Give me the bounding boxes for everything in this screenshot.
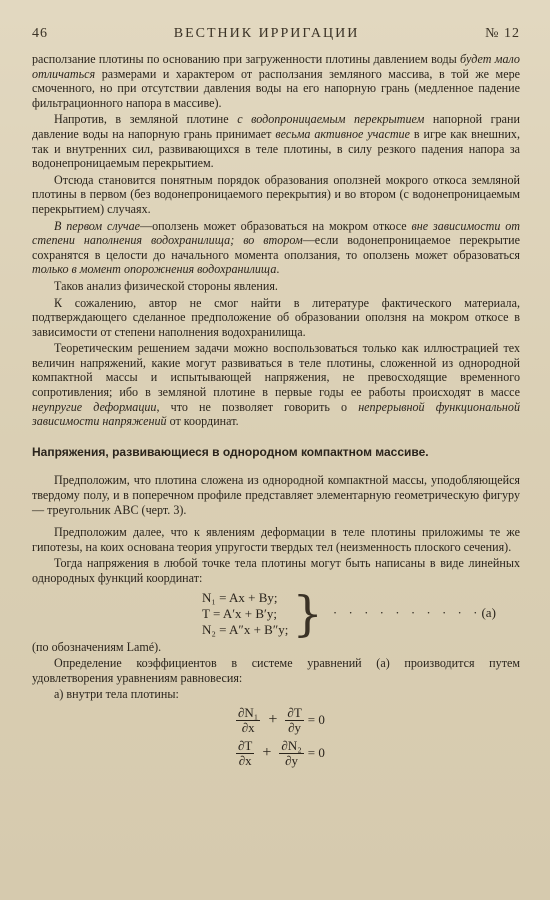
page-number: 46 xyxy=(32,26,48,41)
fraction-numerator: ∂N₂ xyxy=(281,737,302,753)
paragraph: В первом случае—оползень может образоваться на мокром откосе вне зависимости от степени наполнения водохранилища; во втором—если водонепроницаемое перекрытие сохранятся в целости до начального момента оползания, то оползень может образоваться только в момент опорожнения водохранилища. xyxy=(32,218,521,277)
paragraph: расползание плотины по основанию при загруженности плотины давлением воды будет мало отличаться размерами и характером от расползания земляного массива, в той же мере смоченного, но при отсутствии давления воды на его напорную грань (медленное падение фильтрационного напора в массиве). xyxy=(32,52,520,110)
paragraph: Предположим, что плотина сложена из однородной компактной массы, уподобляющейся твердому полу, и в поперечном профиле представляет элементарную геометрическую фигуру — треугольник ABC (черт. 3). xyxy=(32,473,520,517)
equation-rhs: = 0 xyxy=(307,745,325,761)
paragraph: Теоретическим решением задачи можно воспользоваться только как иллюстрацией тех величин напряжений, какие могут развиваться в теле плотины, сложенной из однородной компактной массы и испытывающей напряжения, не превосходящие временного сопротивления; ибо в земляной плотине в первые годы ее работы происходят в массе неупругие деформации, что не позволяет говорить о непрерывной функциональной зависимости напряжений от координат. xyxy=(32,341,520,429)
issue-number: № 12 xyxy=(485,26,520,41)
paragraph: К сожалению, автор не смог найти в литературе фактического материала, подтверждающего сделанное предположение об образовании оползня на мокром откосе в зависимости от степени наполнения водохранилища. xyxy=(32,295,520,339)
equation-rhs: = 0 xyxy=(307,712,325,728)
paragraph: Предположим далее, что к явлениям деформации в теле плотины приложимы те же гипотезы, на коих основана теория упругости твердых тел (неизменность плоского сечения). xyxy=(32,525,520,554)
fraction-numerator: ∂N₁ xyxy=(238,704,259,720)
fraction-denominator: ∂x xyxy=(241,719,255,735)
equation-n1: N₁ = Ax + By; xyxy=(202,589,278,605)
equation-label: (a) xyxy=(481,605,496,621)
equilibrium-eq-2 xyxy=(232,739,520,768)
equilibrium-eq-1 xyxy=(232,706,520,735)
fraction-denominator: ∂x xyxy=(238,752,252,768)
leader-dots: · · · · · · · · · · xyxy=(332,605,482,621)
journal-title: ВЕСТНИК ИРРИГАЦИИ xyxy=(173,26,360,41)
paragraph: а) внутри тела плотины: xyxy=(54,687,179,702)
paragraph: Отсюда становится понятным порядок образования оползней мокрого откоса земляной плотины в первом (без водонепроницаемого перекрытия) и во втором (с водонепроницаемым перекрытием) случаях. xyxy=(32,172,520,216)
section-heading: Напряжения, развивающиеся в однородном компактном массиве. xyxy=(32,444,429,459)
equation-t: T = A′x + B′y; xyxy=(202,605,278,621)
article-body xyxy=(32,52,520,768)
equation-n2: N₂ = A″x + B″y; xyxy=(202,621,289,637)
paragraph: Определение коэффициентов в системе уравнений (а) производится путем удовлетворения уравнениям равновесия: xyxy=(32,656,520,685)
fraction-denominator: ∂y xyxy=(288,719,302,735)
paragraph: Напротив, в земляной плотине с водопроницаемым перекрытием напорной грани давление воды на напорную грань принимает весьма активное участие в игре как внешних, так и внутренних сил, развивающихся в теле плотины, в силу резкого падения напора за водонепроницаемым перекрытием. xyxy=(32,112,520,171)
paragraph: (по обозначениям Lamé). xyxy=(32,639,162,654)
fraction-numerator: ∂T xyxy=(287,704,302,720)
plus-sign: + xyxy=(262,744,272,762)
fraction-denominator: ∂y xyxy=(285,752,299,768)
paragraph: Таков анализ физической стороны явления. xyxy=(54,278,278,293)
page-header xyxy=(32,26,520,42)
equation-system-a xyxy=(202,585,520,642)
fraction-numerator: ∂T xyxy=(238,737,253,753)
paragraph: Тогда напряжения в любой точке тела плотины могут быть написаны в виде линейных однородных функций координат: xyxy=(32,556,520,585)
brace-icon: } xyxy=(292,585,323,642)
equilibrium-equations xyxy=(232,706,520,768)
plus-sign: + xyxy=(268,711,278,729)
